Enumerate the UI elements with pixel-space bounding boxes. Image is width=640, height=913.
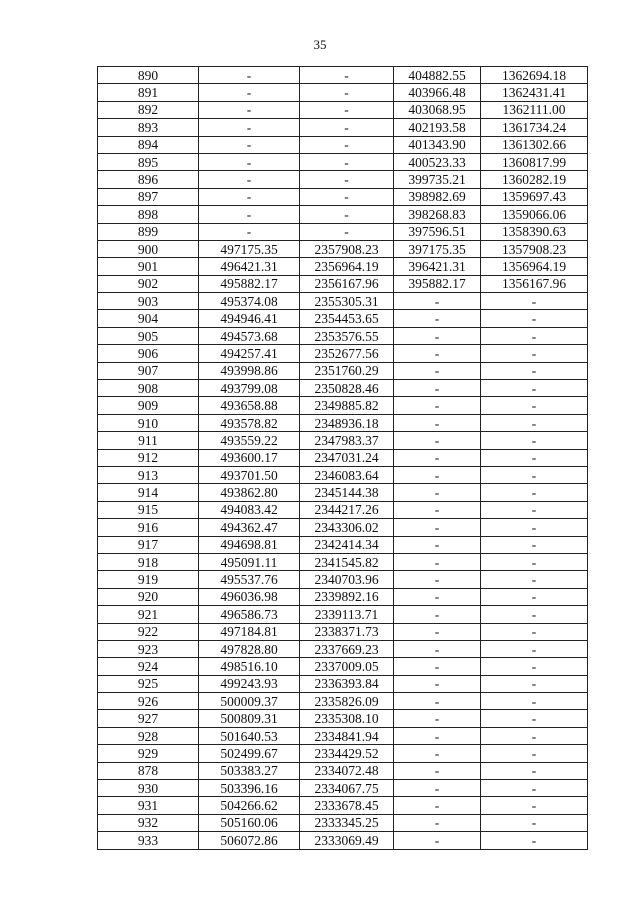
y-coordinate-alt-cell: - <box>481 832 588 849</box>
y-coordinate-cell: - <box>300 84 394 101</box>
point-number-cell: 928 <box>98 727 199 744</box>
y-coordinate-cell: 2333345.25 <box>300 814 394 831</box>
x-coordinate-cell: 496036.98 <box>199 588 300 605</box>
y-coordinate-cell: 2334429.52 <box>300 745 394 762</box>
y-coordinate-cell: - <box>300 206 394 223</box>
x-coordinate-alt-cell: 397175.35 <box>394 240 481 257</box>
x-coordinate-cell: 495091.11 <box>199 553 300 570</box>
x-coordinate-alt-cell: - <box>394 606 481 623</box>
x-coordinate-alt-cell: - <box>394 414 481 431</box>
y-coordinate-alt-cell: - <box>481 519 588 536</box>
y-coordinate-alt-cell: - <box>481 675 588 692</box>
x-coordinate-alt-cell: 401343.90 <box>394 136 481 153</box>
point-number-cell: 892 <box>98 101 199 118</box>
x-coordinate-cell: 494362.47 <box>199 519 300 536</box>
y-coordinate-alt-cell: 1357908.23 <box>481 240 588 257</box>
x-coordinate-cell: - <box>199 206 300 223</box>
table-row <box>98 188 588 205</box>
table-row <box>98 67 588 84</box>
table-row <box>98 293 588 310</box>
y-coordinate-cell: 2338371.73 <box>300 623 394 640</box>
y-coordinate-alt-cell: 1360282.19 <box>481 171 588 188</box>
point-number-cell: 912 <box>98 449 199 466</box>
x-coordinate-cell: 493559.22 <box>199 432 300 449</box>
point-number-cell: 906 <box>98 345 199 362</box>
table-row <box>98 675 588 692</box>
point-number-cell: 893 <box>98 119 199 136</box>
y-coordinate-cell: - <box>300 67 394 84</box>
y-coordinate-cell: 2352677.56 <box>300 345 394 362</box>
x-coordinate-alt-cell: - <box>394 519 481 536</box>
x-coordinate-alt-cell: - <box>394 310 481 327</box>
y-coordinate-alt-cell: 1359066.06 <box>481 206 588 223</box>
x-coordinate-cell: - <box>199 171 300 188</box>
y-coordinate-alt-cell: - <box>481 814 588 831</box>
point-number-cell: 917 <box>98 536 199 553</box>
y-coordinate-cell: 2355305.31 <box>300 293 394 310</box>
x-coordinate-cell: 501640.53 <box>199 727 300 744</box>
y-coordinate-cell: 2335308.10 <box>300 710 394 727</box>
y-coordinate-cell: - <box>300 119 394 136</box>
y-coordinate-cell: 2339113.71 <box>300 606 394 623</box>
x-coordinate-alt-cell: 404882.55 <box>394 67 481 84</box>
point-number-cell: 908 <box>98 380 199 397</box>
point-number-cell: 891 <box>98 84 199 101</box>
y-coordinate-cell: - <box>300 188 394 205</box>
y-coordinate-cell: 2357908.23 <box>300 240 394 257</box>
y-coordinate-cell: 2350828.46 <box>300 380 394 397</box>
table-row <box>98 84 588 101</box>
table-row <box>98 640 588 657</box>
x-coordinate-cell: 504266.62 <box>199 797 300 814</box>
page-number: 35 <box>313 37 327 52</box>
y-coordinate-alt-cell: - <box>481 362 588 379</box>
x-coordinate-alt-cell: 395882.17 <box>394 275 481 292</box>
table-row <box>98 345 588 362</box>
table-row <box>98 380 588 397</box>
x-coordinate-cell: 506072.86 <box>199 832 300 849</box>
y-coordinate-cell: - <box>300 171 394 188</box>
y-coordinate-alt-cell: 1358390.63 <box>481 223 588 240</box>
table-row <box>98 310 588 327</box>
y-coordinate-cell: 2333678.45 <box>300 797 394 814</box>
y-coordinate-cell: 2356964.19 <box>300 258 394 275</box>
x-coordinate-alt-cell: - <box>394 832 481 849</box>
x-coordinate-cell: 497175.35 <box>199 240 300 257</box>
x-coordinate-cell: 493799.08 <box>199 380 300 397</box>
x-coordinate-alt-cell: - <box>394 536 481 553</box>
table-row <box>98 710 588 727</box>
x-coordinate-alt-cell: - <box>394 293 481 310</box>
y-coordinate-alt-cell: - <box>481 745 588 762</box>
table-row <box>98 797 588 814</box>
table-row <box>98 536 588 553</box>
x-coordinate-cell: 493701.50 <box>199 466 300 483</box>
point-number-cell: 933 <box>98 832 199 849</box>
x-coordinate-cell: 494573.68 <box>199 327 300 344</box>
x-coordinate-alt-cell: 403068.95 <box>394 101 481 118</box>
y-coordinate-alt-cell: 1356964.19 <box>481 258 588 275</box>
x-coordinate-alt-cell: - <box>394 745 481 762</box>
y-coordinate-cell: - <box>300 136 394 153</box>
point-number-cell: 903 <box>98 293 199 310</box>
x-coordinate-alt-cell: - <box>394 397 481 414</box>
point-number-cell: 878 <box>98 762 199 779</box>
y-coordinate-cell: 2349885.82 <box>300 397 394 414</box>
x-coordinate-alt-cell: 403966.48 <box>394 84 481 101</box>
y-coordinate-cell: - <box>300 153 394 170</box>
y-coordinate-cell: 2348936.18 <box>300 414 394 431</box>
y-coordinate-alt-cell: 1362111.00 <box>481 101 588 118</box>
y-coordinate-alt-cell: - <box>481 327 588 344</box>
x-coordinate-alt-cell: - <box>394 449 481 466</box>
x-coordinate-cell: 496421.31 <box>199 258 300 275</box>
x-coordinate-cell: 493578.82 <box>199 414 300 431</box>
x-coordinate-alt-cell: - <box>394 658 481 675</box>
x-coordinate-alt-cell: - <box>394 362 481 379</box>
x-coordinate-alt-cell: - <box>394 693 481 710</box>
x-coordinate-cell: 502499.67 <box>199 745 300 762</box>
y-coordinate-cell: 2351760.29 <box>300 362 394 379</box>
point-number-cell: 902 <box>98 275 199 292</box>
y-coordinate-alt-cell: - <box>481 380 588 397</box>
x-coordinate-cell: - <box>199 84 300 101</box>
table-row <box>98 101 588 118</box>
table-row <box>98 484 588 501</box>
table-row <box>98 136 588 153</box>
x-coordinate-alt-cell: - <box>394 466 481 483</box>
table-row <box>98 466 588 483</box>
x-coordinate-alt-cell: 398982.69 <box>394 188 481 205</box>
table-row <box>98 153 588 170</box>
table-row <box>98 119 588 136</box>
table-row <box>98 414 588 431</box>
x-coordinate-alt-cell: - <box>394 797 481 814</box>
point-number-cell: 915 <box>98 501 199 518</box>
table-row <box>98 362 588 379</box>
y-coordinate-alt-cell: 1360817.99 <box>481 153 588 170</box>
point-number-cell: 927 <box>98 710 199 727</box>
point-number-cell: 890 <box>98 67 199 84</box>
x-coordinate-cell: 495882.17 <box>199 275 300 292</box>
table-row <box>98 449 588 466</box>
point-number-cell: 899 <box>98 223 199 240</box>
x-coordinate-alt-cell: 402193.58 <box>394 119 481 136</box>
y-coordinate-alt-cell: - <box>481 466 588 483</box>
point-number-cell: 910 <box>98 414 199 431</box>
table-row <box>98 397 588 414</box>
x-coordinate-cell: 500009.37 <box>199 693 300 710</box>
point-number-cell: 921 <box>98 606 199 623</box>
y-coordinate-cell: 2354453.65 <box>300 310 394 327</box>
y-coordinate-alt-cell: 1362694.18 <box>481 67 588 84</box>
y-coordinate-cell: 2340703.96 <box>300 571 394 588</box>
table-row <box>98 258 588 275</box>
x-coordinate-cell: 503383.27 <box>199 762 300 779</box>
x-coordinate-cell: - <box>199 188 300 205</box>
y-coordinate-alt-cell: 1362431.41 <box>481 84 588 101</box>
x-coordinate-alt-cell: - <box>394 380 481 397</box>
x-coordinate-alt-cell: - <box>394 710 481 727</box>
y-coordinate-cell: 2335826.09 <box>300 693 394 710</box>
x-coordinate-alt-cell: 399735.21 <box>394 171 481 188</box>
table-row <box>98 832 588 849</box>
y-coordinate-cell: 2346083.64 <box>300 466 394 483</box>
table-row <box>98 606 588 623</box>
x-coordinate-cell: 498516.10 <box>199 658 300 675</box>
point-number-cell: 907 <box>98 362 199 379</box>
table-row <box>98 519 588 536</box>
x-coordinate-alt-cell: 397596.51 <box>394 223 481 240</box>
y-coordinate-cell: 2336393.84 <box>300 675 394 692</box>
y-coordinate-alt-cell: - <box>481 762 588 779</box>
y-coordinate-alt-cell: - <box>481 449 588 466</box>
y-coordinate-cell: 2339892.16 <box>300 588 394 605</box>
x-coordinate-alt-cell: - <box>394 814 481 831</box>
x-coordinate-cell: 499243.93 <box>199 675 300 692</box>
point-number-cell: 896 <box>98 171 199 188</box>
table-row <box>98 501 588 518</box>
point-number-cell: 897 <box>98 188 199 205</box>
x-coordinate-cell: 497828.80 <box>199 640 300 657</box>
y-coordinate-alt-cell: - <box>481 727 588 744</box>
y-coordinate-alt-cell: - <box>481 536 588 553</box>
y-coordinate-cell: 2344217.26 <box>300 501 394 518</box>
point-number-cell: 932 <box>98 814 199 831</box>
x-coordinate-alt-cell: - <box>394 588 481 605</box>
point-number-cell: 914 <box>98 484 199 501</box>
table-row <box>98 745 588 762</box>
x-coordinate-cell: 503396.16 <box>199 780 300 797</box>
y-coordinate-cell: 2337669.23 <box>300 640 394 657</box>
y-coordinate-alt-cell: - <box>481 310 588 327</box>
y-coordinate-cell: - <box>300 101 394 118</box>
table-row <box>98 588 588 605</box>
point-number-cell: 925 <box>98 675 199 692</box>
x-coordinate-cell: - <box>199 119 300 136</box>
table-row <box>98 432 588 449</box>
x-coordinate-cell: 500809.31 <box>199 710 300 727</box>
table-row <box>98 623 588 640</box>
x-coordinate-cell: 494698.81 <box>199 536 300 553</box>
x-coordinate-cell: 505160.06 <box>199 814 300 831</box>
table-row <box>98 171 588 188</box>
y-coordinate-alt-cell: - <box>481 658 588 675</box>
y-coordinate-alt-cell: - <box>481 710 588 727</box>
x-coordinate-cell: 493658.88 <box>199 397 300 414</box>
point-number-cell: 895 <box>98 153 199 170</box>
point-number-cell: 909 <box>98 397 199 414</box>
x-coordinate-alt-cell: - <box>394 327 481 344</box>
table-row <box>98 658 588 675</box>
point-number-cell: 929 <box>98 745 199 762</box>
x-coordinate-cell: 493998.86 <box>199 362 300 379</box>
y-coordinate-cell: 2341545.82 <box>300 553 394 570</box>
x-coordinate-alt-cell: 400523.33 <box>394 153 481 170</box>
y-coordinate-alt-cell: - <box>481 501 588 518</box>
y-coordinate-alt-cell: 1361734.24 <box>481 119 588 136</box>
y-coordinate-alt-cell: - <box>481 432 588 449</box>
point-number-cell: 905 <box>98 327 199 344</box>
y-coordinate-alt-cell: - <box>481 606 588 623</box>
y-coordinate-alt-cell: - <box>481 414 588 431</box>
table-row <box>98 275 588 292</box>
y-coordinate-alt-cell: 1359697.43 <box>481 188 588 205</box>
point-number-cell: 916 <box>98 519 199 536</box>
point-number-cell: 900 <box>98 240 199 257</box>
x-coordinate-cell: 496586.73 <box>199 606 300 623</box>
x-coordinate-alt-cell: - <box>394 484 481 501</box>
x-coordinate-cell: - <box>199 101 300 118</box>
y-coordinate-cell: - <box>300 223 394 240</box>
x-coordinate-cell: 493600.17 <box>199 449 300 466</box>
y-coordinate-cell: 2347983.37 <box>300 432 394 449</box>
point-number-cell: 924 <box>98 658 199 675</box>
x-coordinate-alt-cell: - <box>394 432 481 449</box>
table-row <box>98 814 588 831</box>
table-row <box>98 693 588 710</box>
x-coordinate-cell: - <box>199 153 300 170</box>
y-coordinate-cell: 2345144.38 <box>300 484 394 501</box>
x-coordinate-alt-cell: - <box>394 640 481 657</box>
y-coordinate-alt-cell: - <box>481 640 588 657</box>
y-coordinate-cell: 2342414.34 <box>300 536 394 553</box>
table-row <box>98 327 588 344</box>
x-coordinate-cell: 495537.76 <box>199 571 300 588</box>
point-number-cell: 901 <box>98 258 199 275</box>
y-coordinate-alt-cell: - <box>481 780 588 797</box>
y-coordinate-alt-cell: - <box>481 623 588 640</box>
y-coordinate-cell: 2333069.49 <box>300 832 394 849</box>
y-coordinate-alt-cell: - <box>481 484 588 501</box>
x-coordinate-cell: 493862.80 <box>199 484 300 501</box>
x-coordinate-alt-cell: - <box>394 727 481 744</box>
x-coordinate-alt-cell: 396421.31 <box>394 258 481 275</box>
point-number-cell: 904 <box>98 310 199 327</box>
x-coordinate-cell: 494946.41 <box>199 310 300 327</box>
point-number-cell: 923 <box>98 640 199 657</box>
x-coordinate-cell: 495374.08 <box>199 293 300 310</box>
x-coordinate-cell: 494257.41 <box>199 345 300 362</box>
y-coordinate-cell: 2334841.94 <box>300 727 394 744</box>
x-coordinate-alt-cell: - <box>394 762 481 779</box>
table-row <box>98 727 588 744</box>
table-row <box>98 206 588 223</box>
x-coordinate-alt-cell: - <box>394 623 481 640</box>
x-coordinate-alt-cell: - <box>394 571 481 588</box>
y-coordinate-alt-cell: - <box>481 588 588 605</box>
point-number-cell: 922 <box>98 623 199 640</box>
point-number-cell: 918 <box>98 553 199 570</box>
table-row <box>98 223 588 240</box>
point-number-cell: 911 <box>98 432 199 449</box>
point-number-cell: 894 <box>98 136 199 153</box>
x-coordinate-alt-cell: - <box>394 553 481 570</box>
y-coordinate-alt-cell: - <box>481 397 588 414</box>
x-coordinate-alt-cell: - <box>394 675 481 692</box>
y-coordinate-cell: 2347031.24 <box>300 449 394 466</box>
point-number-cell: 913 <box>98 466 199 483</box>
table-row <box>98 780 588 797</box>
x-coordinate-cell: - <box>199 136 300 153</box>
x-coordinate-cell: - <box>199 223 300 240</box>
y-coordinate-cell: 2334067.75 <box>300 780 394 797</box>
table-row <box>98 240 588 257</box>
x-coordinate-cell: 494083.42 <box>199 501 300 518</box>
x-coordinate-cell: 497184.81 <box>199 623 300 640</box>
y-coordinate-cell: 2337009.05 <box>300 658 394 675</box>
y-coordinate-alt-cell: 1361302.66 <box>481 136 588 153</box>
point-number-cell: 930 <box>98 780 199 797</box>
y-coordinate-alt-cell: - <box>481 553 588 570</box>
x-coordinate-cell: - <box>199 67 300 84</box>
coordinates-table-body <box>98 67 588 850</box>
y-coordinate-alt-cell: - <box>481 693 588 710</box>
point-number-cell: 919 <box>98 571 199 588</box>
y-coordinate-alt-cell: - <box>481 345 588 362</box>
table-row <box>98 762 588 779</box>
y-coordinate-alt-cell: - <box>481 293 588 310</box>
y-coordinate-cell: 2356167.96 <box>300 275 394 292</box>
y-coordinate-alt-cell: 1356167.96 <box>481 275 588 292</box>
point-number-cell: 931 <box>98 797 199 814</box>
point-number-cell: 920 <box>98 588 199 605</box>
table-row <box>98 571 588 588</box>
y-coordinate-alt-cell: - <box>481 797 588 814</box>
y-coordinate-alt-cell: - <box>481 571 588 588</box>
coordinates-table <box>97 66 588 850</box>
x-coordinate-alt-cell: - <box>394 345 481 362</box>
y-coordinate-cell: 2334072.48 <box>300 762 394 779</box>
y-coordinate-cell: 2343306.02 <box>300 519 394 536</box>
point-number-cell: 898 <box>98 206 199 223</box>
x-coordinate-alt-cell: - <box>394 780 481 797</box>
table-row <box>98 553 588 570</box>
x-coordinate-alt-cell: 398268.83 <box>394 206 481 223</box>
x-coordinate-alt-cell: - <box>394 501 481 518</box>
point-number-cell: 926 <box>98 693 199 710</box>
y-coordinate-cell: 2353576.55 <box>300 327 394 344</box>
